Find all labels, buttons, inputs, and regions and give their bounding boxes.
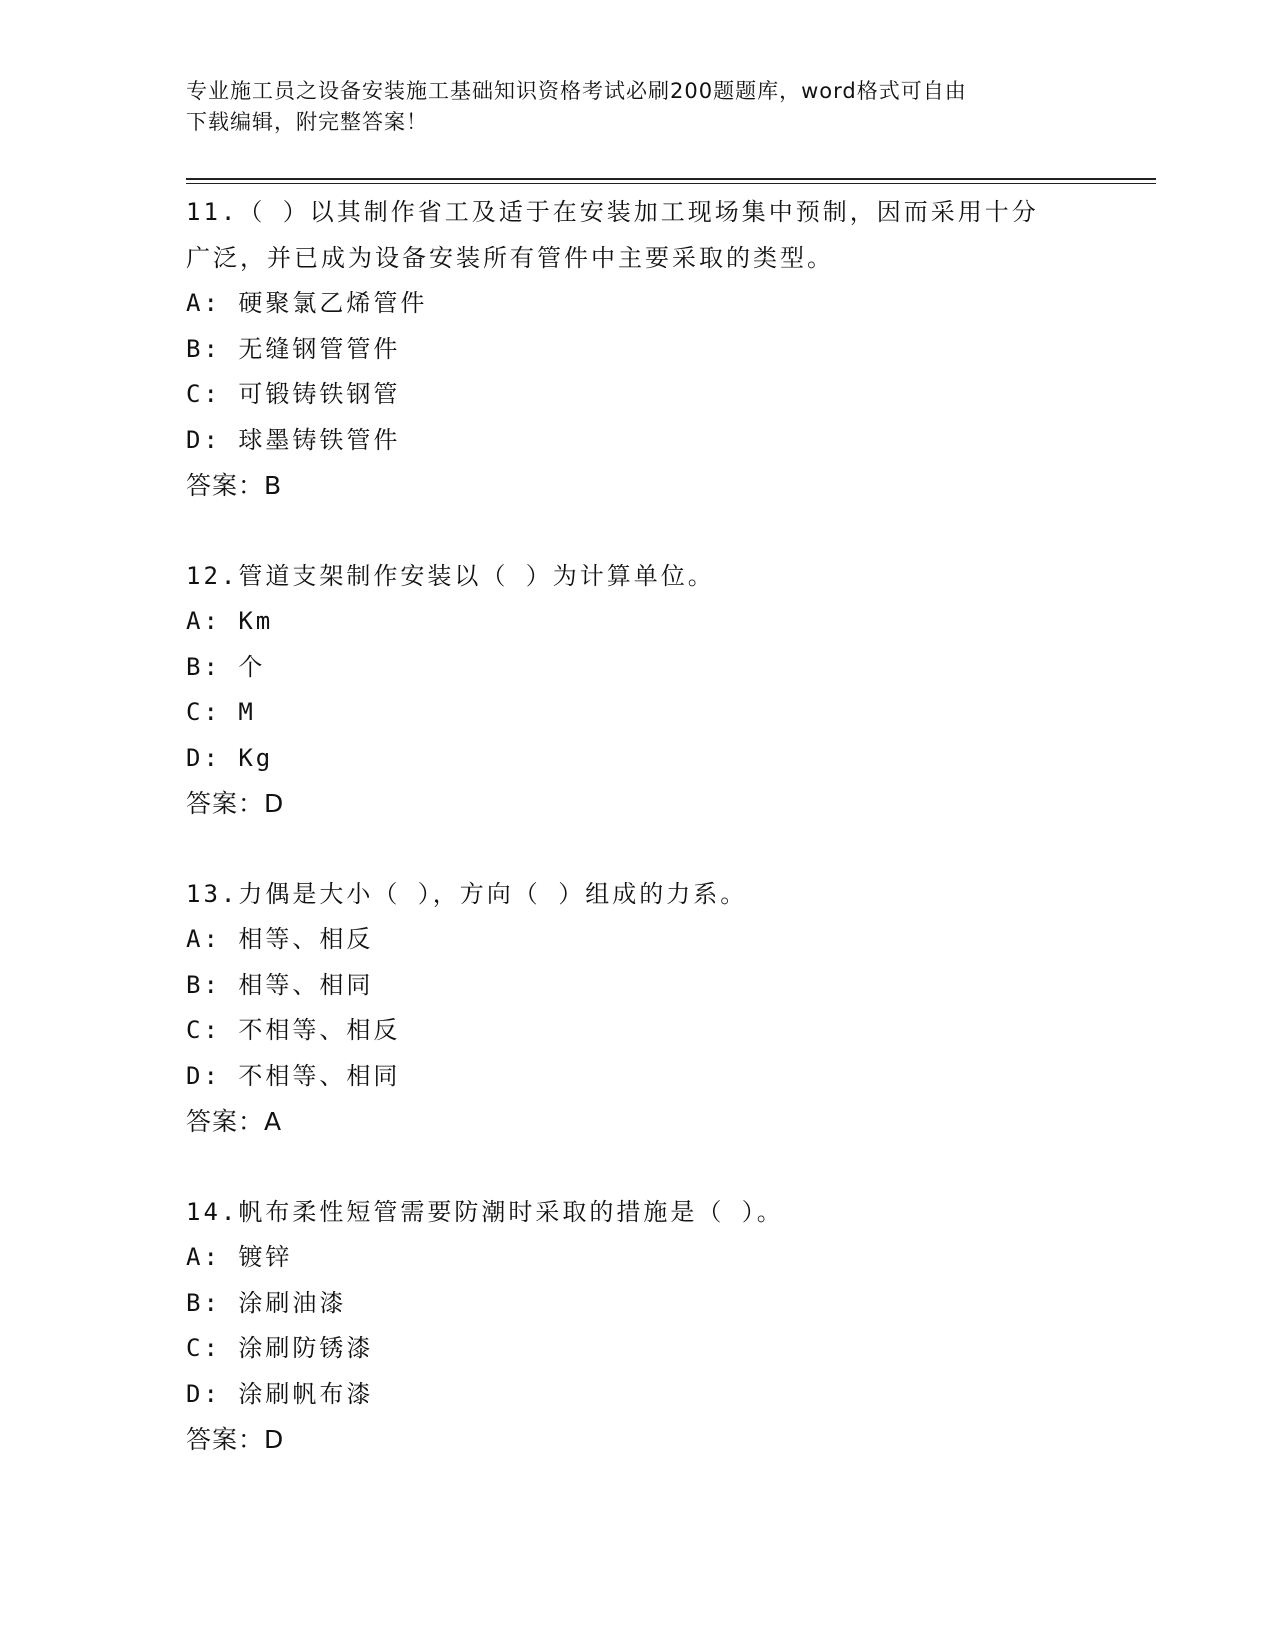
- question-stem: 12.管道支架制作安装以（ ）为计算单位。: [186, 561, 715, 590]
- option-c: C: M: [186, 698, 256, 726]
- question-stem: 13.力偶是大小（ ），方向（ ）组成的力系。: [186, 879, 748, 908]
- option-d: D: 球墨铸铁管件: [186, 425, 401, 454]
- question-stem: 14.帆布柔性短管需要防潮时采取的措施是（ ）。: [186, 1197, 784, 1226]
- answer-label: 答案：B: [186, 471, 283, 500]
- option-c: C: 不相等、相反: [186, 1016, 401, 1044]
- header-divider-thick: [186, 178, 1156, 180]
- question-11: [186, 190, 1156, 509]
- option-d: D: Kg: [186, 743, 274, 772]
- option-b: B: 个: [186, 652, 266, 681]
- question-stem: 11.（ ）以其制作省工及适于在安装加工现场集中预制，因而采用十分广泛，并已成为设备安装所有管件中主要采取的类型。: [186, 198, 1039, 272]
- option-b: B: 无缝钢管管件: [186, 334, 401, 363]
- answer-label: 答案：D: [186, 1425, 285, 1454]
- document-header: [186, 76, 1086, 138]
- option-a: A: 镀锌: [186, 1243, 293, 1271]
- header-divider-thin: [186, 183, 1156, 184]
- answer-label: 答案：A: [186, 1107, 283, 1136]
- question-list: [186, 190, 1156, 1508]
- question-13: [186, 872, 1156, 1145]
- question-14: [186, 1190, 1156, 1463]
- option-a: A: Km: [186, 607, 274, 635]
- question-12: [186, 554, 1156, 827]
- option-b: B: 涂刷油漆: [186, 1288, 347, 1317]
- option-a: A: 相等、相反: [186, 925, 374, 953]
- answer-label: 答案：D: [186, 789, 285, 818]
- option-b: B: 相等、相同: [186, 970, 374, 999]
- option-d: D: 涂刷帆布漆: [186, 1379, 374, 1408]
- option-c: C: 可锻铸铁钢管: [186, 380, 401, 408]
- option-d: D: 不相等、相同: [186, 1061, 401, 1090]
- option-a: A: 硬聚氯乙烯管件: [186, 289, 428, 317]
- header-line-1: 专业施工员之设备安装施工基础知识资格考试必刷200题题库，word格式可自由: [186, 79, 967, 103]
- option-c: C: 涂刷防锈漆: [186, 1334, 374, 1362]
- header-line-2: 下载编辑，附完整答案！: [186, 110, 428, 134]
